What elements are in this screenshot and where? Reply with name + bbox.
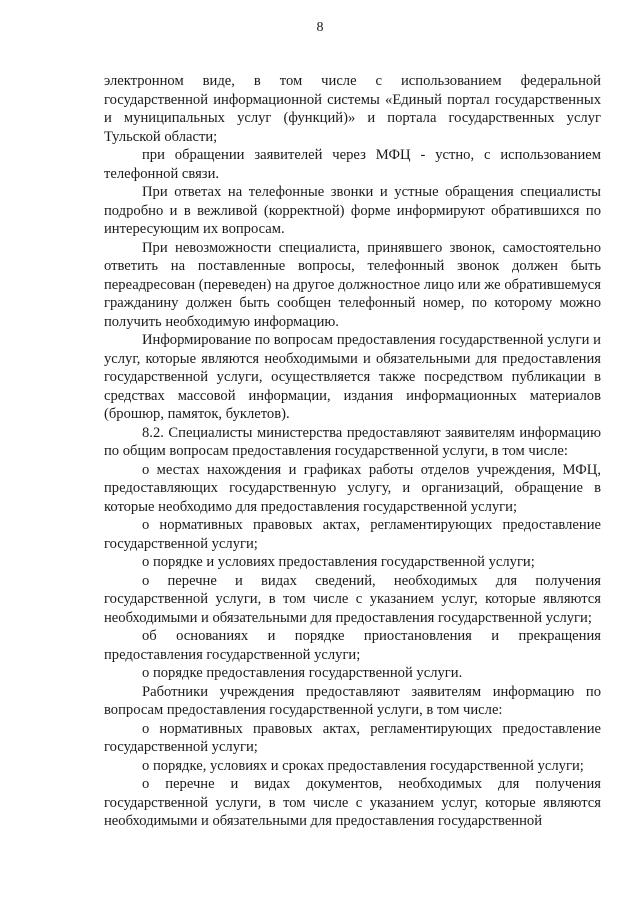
document-body: [104, 72, 601, 831]
paragraph: о порядке, условиях и сроках предоставления государственной услуги;: [142, 757, 584, 774]
paragraph: Работники учреждения предоставляют заявителям информацию по вопросам предоставления государственной услуги, в том числе:: [104, 683, 601, 718]
paragraph: Информирование по вопросам предоставления государственной услуги и услуг, которые являются необходимыми и обязательными для предоставления государственной услуги, осуществляется также посредством публикации в средствах массовой информации, издания информационных материалов (брошюр, памяток, буклетов).: [104, 332, 601, 422]
paragraph: электронном виде, в том числе с использованием федеральной государственной информационной системы «Единый портал государственных и муниципальных услуг (функций)» и портала государственных услуг Тульской области;: [104, 73, 601, 145]
paragraph: о нормативных правовых актах, регламентирующих предоставление государственной услуги;: [104, 517, 601, 552]
paragraph: о порядке предоставления государственной услуги.: [142, 665, 463, 681]
page-number: 8: [316, 20, 324, 35]
paragraph: о перечне и видах сведений, необходимых для получения государственной услуги, в том числе с указанием услуг, которые являются необходимыми и обязательными для предоставления государственной услуги;: [104, 572, 601, 626]
paragraph: о перечне и видах документов, необходимых для получения государственной услуги, в том числе с указанием услуг, которые являются необходимыми и обязательными для предоставления государственной: [104, 776, 601, 829]
paragraph: о нормативных правовых актах, регламентирующих предоставление государственной услуги;: [104, 720, 601, 755]
paragraph: о местах нахождения и графиках работы отделов учреждения, МФЦ, предоставляющих государственную услугу, и организаций, обращение в которые необходимо для предоставления государственной услуги;: [104, 461, 601, 515]
paragraph: 8.2. Специалисты министерства предоставляют заявителям информацию по общим вопросам предоставления государственной услуги, в том числе:: [104, 424, 601, 459]
paragraph: При невозможности специалиста, принявшего звонок, самостоятельно ответить на поставленные вопросы, телефонный звонок должен быть переадресован (переведен) на другое должностное лицо или же обратившемуся гражданину должен быть сообщен телефонный номер, по которому можно получить необходимую информацию.: [104, 239, 601, 330]
paragraph: о порядке и условиях предоставления государственной услуги;: [142, 554, 535, 570]
paragraph: об основаниях и порядке приостановления и прекращения предоставления государственной услуги;: [104, 628, 601, 663]
paragraph: При ответах на телефонные звонки и устные обращения специалисты подробно и в вежливой (корректной) форме информируют обратившихся по интересующим их вопросам.: [104, 184, 601, 237]
paragraph: при обращении заявителей через МФЦ - устно, с использованием телефонной связи.: [104, 147, 601, 182]
